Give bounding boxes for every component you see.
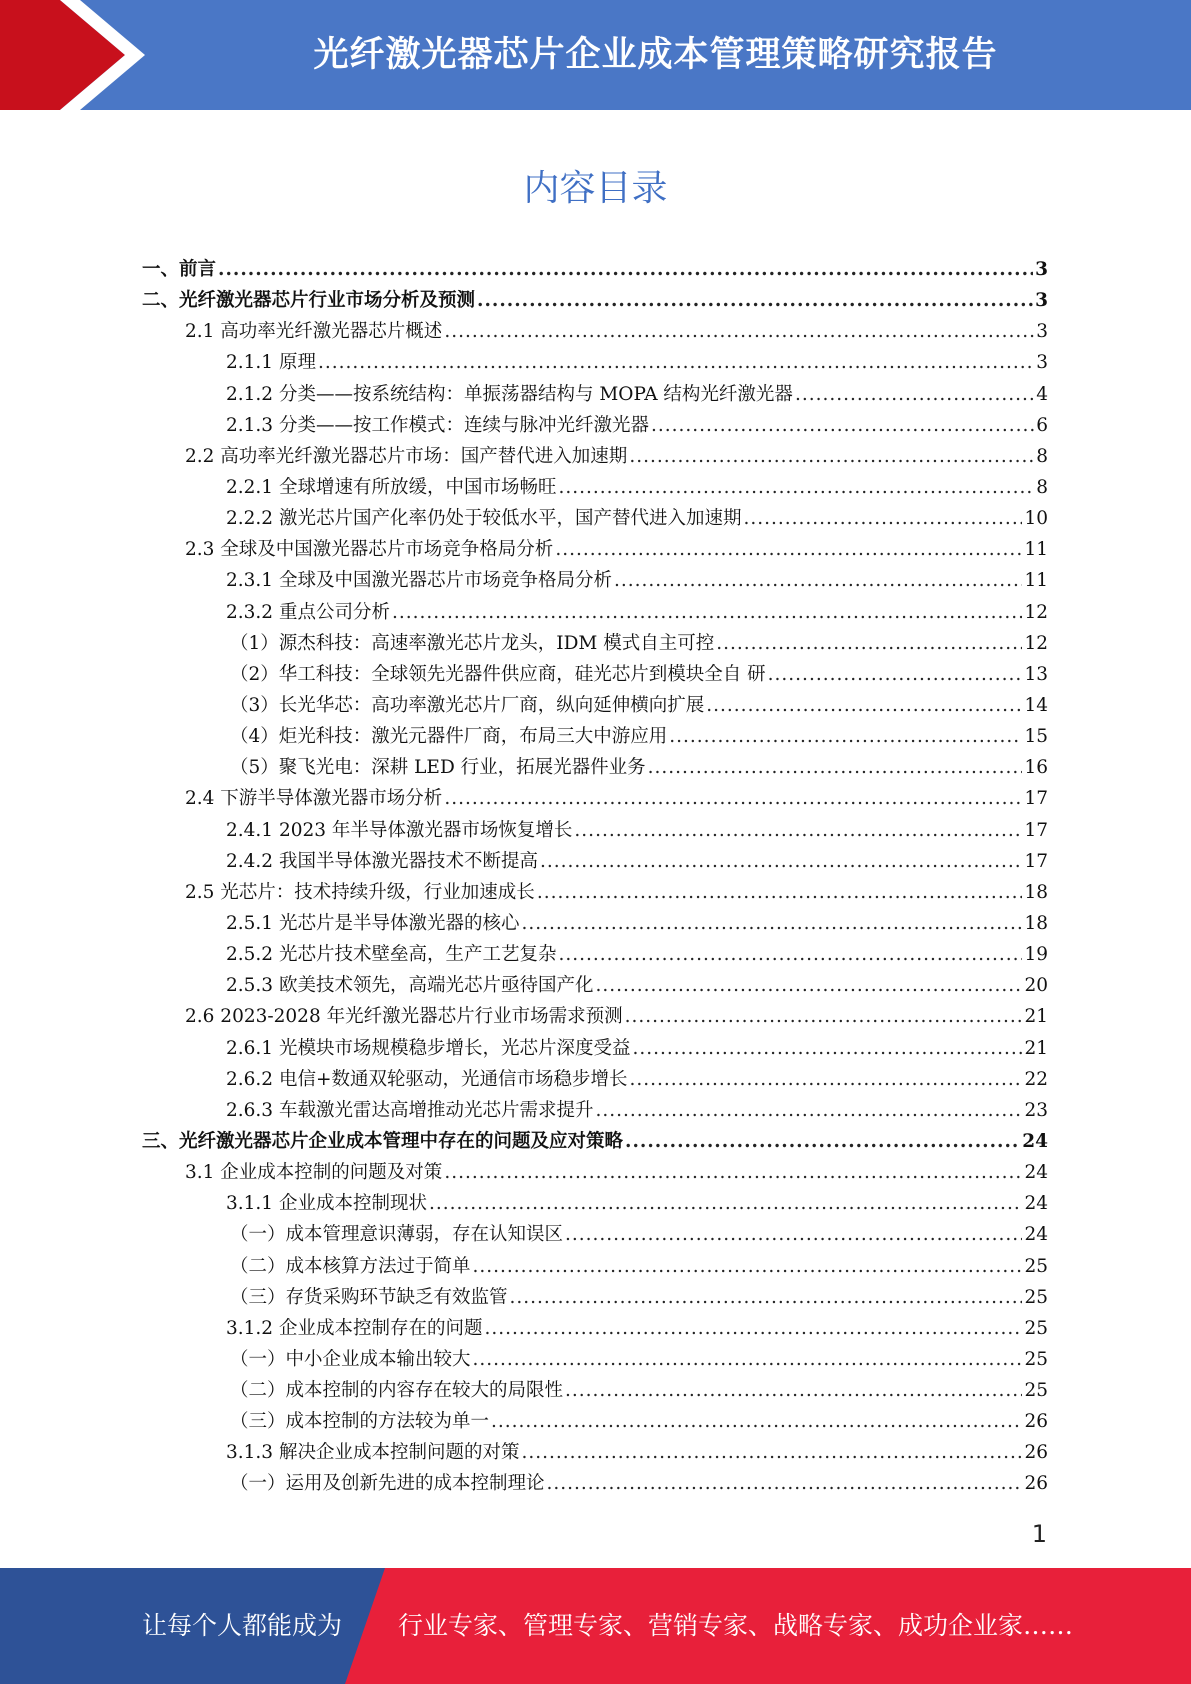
report-title: 光纤激光器芯片企业成本管理策略研究报告 — [313, 35, 998, 75]
toc-entry-title: 3.1.1 企业成本控制现状 — [226, 1193, 427, 1215]
toc-leader-dots — [491, 1406, 1022, 1437]
toc-entry-title: 2.5.3 欧美技术领先，高端光芯片亟待国产化 — [226, 975, 594, 997]
toc-entry-title: （三）成本控制的方法较为单一 — [230, 1411, 490, 1433]
toc-entry-title: 2.1.3 分类——按工作模式：连续与脉冲光纤激光器 — [226, 414, 649, 436]
toc-entry[interactable] — [142, 752, 1048, 783]
toc-entry[interactable] — [142, 1064, 1048, 1095]
toc-entry-page: 24 — [1024, 1193, 1048, 1215]
toc-entry[interactable] — [142, 1033, 1048, 1064]
toc-entry-page: 18 — [1024, 912, 1048, 934]
toc-leader-dots — [547, 1468, 1023, 1499]
toc-entry[interactable] — [142, 1251, 1048, 1282]
toc-entry-title: 3.1 企业成本控制的问题及对策 — [185, 1162, 443, 1184]
toc-entry-title: （一）中小企业成本输出较大 — [230, 1348, 471, 1370]
toc-leader-dots — [565, 1375, 1022, 1406]
toc-entry-page: 17 — [1024, 850, 1048, 872]
toc-entry-page: 15 — [1024, 726, 1048, 748]
toc-leader-dots — [429, 1188, 1022, 1219]
toc-entry-page: 19 — [1024, 944, 1048, 966]
toc-entry-title: 2.2.2 激光芯片国产化率仍处于较低水平，国产替代进入加速期 — [226, 508, 742, 530]
toc-entry[interactable] — [142, 970, 1048, 1001]
toc-leader-dots — [444, 783, 1022, 814]
toc-entry[interactable] — [142, 503, 1048, 534]
toc-entry[interactable] — [142, 379, 1048, 410]
toc-leader-dots — [218, 254, 1033, 285]
toc-entry-title: 2.4 下游半导体激光器市场分析 — [185, 788, 443, 810]
toc-entry-title: 2.3.2 重点公司分析 — [226, 601, 390, 623]
toc-entry-page: 23 — [1024, 1099, 1048, 1121]
toc-entry-page: 3 — [1035, 259, 1048, 280]
toc-entry-title: （1）源杰科技：高速率激光芯片龙头，IDM 模式自主可控 — [230, 632, 715, 654]
toc-entry-title: 2.1.2 分类——按系统结构：单振荡器结构与 MOPA 结构光纤激光器 — [226, 383, 793, 405]
toc-leader-dots — [625, 1001, 1023, 1032]
toc-leader-dots — [743, 503, 1022, 534]
toc-entry-title: 2.6 2023-2028 年光纤激光器芯片行业市场需求预测 — [185, 1006, 623, 1028]
toc-entry-page: 10 — [1024, 508, 1048, 530]
toc-leader-dots — [706, 690, 1022, 721]
toc-entry-page: 11 — [1024, 570, 1048, 592]
toc-leader-dots — [558, 939, 1022, 970]
toc-entry[interactable] — [142, 597, 1048, 628]
toc-entry-title: 2.3 全球及中国激光器芯片市场竞争格局分析 — [185, 539, 554, 561]
toc-leader-dots — [558, 472, 1034, 503]
toc-entry-title: 2.4.1 2023 年半导体激光器市场恢复增长 — [226, 819, 573, 841]
toc-leader-dots — [473, 1344, 1023, 1375]
toc-entry[interactable] — [142, 1468, 1048, 1499]
toc-entry[interactable] — [142, 690, 1048, 721]
toc-leader-dots — [651, 410, 1034, 441]
toc-entry[interactable] — [142, 815, 1048, 846]
toc-entry[interactable] — [142, 1219, 1048, 1250]
toc-leader-dots — [629, 441, 1034, 472]
toc-entry-title: （3）长光华芯：高功率激光芯片厂商，纵向延伸横向扩展 — [230, 694, 705, 716]
toc-entry-title: 2.4.2 我国半导体激光器技术不断提高 — [226, 850, 538, 872]
toc-entry-title: （二）成本核算方法过于简单 — [230, 1255, 471, 1277]
toc-entry-title: 2.5 光芯片：技术持续升级，行业加速成长 — [185, 881, 535, 903]
toc-entry[interactable] — [142, 1344, 1048, 1375]
toc-entry-title: （二）成本控制的内容存在较大的局限性 — [230, 1380, 564, 1402]
toc-entry-title: （2）华工科技：全球领先光器件供应商，硅光芯片到模块全自 研 — [230, 663, 766, 685]
toc-entry-title: 二、光纤激光器芯片行业市场分析及预测 — [142, 290, 476, 312]
toc-leader-dots — [595, 1095, 1022, 1126]
toc-entry[interactable] — [142, 1095, 1048, 1126]
toc-leader-dots — [595, 970, 1022, 1001]
toc-entry[interactable] — [142, 846, 1048, 877]
toc-leader-dots — [795, 379, 1034, 410]
page-footer — [0, 1568, 1191, 1684]
toc-entry[interactable] — [142, 1157, 1048, 1188]
toc-entry[interactable] — [142, 410, 1048, 441]
toc-entry-page: 17 — [1024, 819, 1048, 841]
toc-leader-dots — [473, 1251, 1023, 1282]
toc-leader-dots — [510, 1282, 1023, 1313]
toc-entry-page: 24 — [1024, 1224, 1048, 1246]
toc-entry-title: 一、前言 — [142, 259, 217, 280]
toc-leader-dots — [484, 1313, 1022, 1344]
toc-leader-dots — [444, 1157, 1022, 1188]
toc-entry-page: 8 — [1036, 476, 1048, 498]
toc-entry-page: 26 — [1024, 1442, 1048, 1464]
toc-entry-title: 2.6.3 车载激光雷达高增推动光芯片需求提升 — [226, 1099, 594, 1121]
toc-entry-page: 12 — [1024, 632, 1048, 654]
toc-leader-dots — [574, 815, 1022, 846]
toc-leader-dots — [537, 877, 1023, 908]
table-of-contents — [142, 254, 1048, 1500]
toc-entry-page: 26 — [1024, 1411, 1048, 1433]
toc-entry[interactable] — [142, 285, 1048, 316]
toc-leader-dots — [555, 534, 1022, 565]
toc-entry-page: 18 — [1024, 881, 1048, 903]
toc-entry-page: 24 — [1022, 1130, 1048, 1152]
toc-leader-dots — [625, 1126, 1020, 1157]
toc-entry[interactable] — [142, 1406, 1048, 1437]
toc-entry[interactable] — [142, 441, 1048, 472]
toc-entry[interactable] — [142, 565, 1048, 596]
footer-slogan-left: 让每个人都能成为 — [142, 1611, 343, 1640]
toc-entry-title: 2.5.2 光芯片技术壁垒高，生产工艺复杂 — [226, 944, 557, 966]
toc-entry[interactable] — [142, 1126, 1048, 1157]
page-number: 1 — [1031, 1520, 1047, 1548]
toc-entry-page: 16 — [1024, 757, 1048, 779]
toc-leader-dots — [629, 1064, 1022, 1095]
toc-entry[interactable] — [142, 316, 1048, 347]
toc-entry-page: 26 — [1024, 1473, 1048, 1495]
toc-entry[interactable] — [142, 472, 1048, 503]
toc-entry-page: 24 — [1024, 1162, 1048, 1184]
toc-leader-dots — [521, 908, 1022, 939]
toc-entry-page: 3 — [1036, 352, 1048, 374]
toc-entry-title: 2.1 高功率光纤激光器芯片概述 — [185, 321, 443, 343]
toc-leader-dots — [392, 597, 1022, 628]
toc-leader-dots — [540, 846, 1022, 877]
toc-entry-page: 22 — [1024, 1068, 1048, 1090]
toc-entry-title: 2.5.1 光芯片是半导体激光器的核心 — [226, 912, 520, 934]
toc-leader-dots — [716, 628, 1022, 659]
footer-slogan-right: 行业专家、管理专家、营销专家、战略专家、成功企业家…… — [398, 1611, 1074, 1640]
toc-entry[interactable] — [142, 783, 1048, 814]
toc-entry-title: （一）运用及创新先进的成本控制理论 — [230, 1473, 545, 1495]
toc-entry[interactable] — [142, 939, 1048, 970]
toc-leader-dots — [565, 1219, 1022, 1250]
toc-entry-page: 11 — [1024, 539, 1048, 561]
toc-entry-title: 2.2 高功率光纤激光器芯片市场：国产替代进入加速期 — [185, 445, 628, 467]
toc-entry[interactable] — [142, 1001, 1048, 1032]
toc-entry[interactable] — [142, 721, 1048, 752]
toc-entry-title: 2.1.1 原理 — [226, 352, 316, 374]
toc-leader-dots — [477, 285, 1033, 316]
toc-entry-page: 25 — [1024, 1317, 1048, 1339]
toc-entry[interactable] — [142, 908, 1048, 939]
toc-entry-page: 14 — [1024, 694, 1048, 716]
toc-leader-dots — [669, 721, 1022, 752]
toc-entry-page: 25 — [1024, 1380, 1048, 1402]
toc-leader-dots — [614, 565, 1022, 596]
toc-entry-title: 2.6.1 光模块市场规模稳步增长，光芯片深度受益 — [226, 1037, 631, 1059]
toc-entry-title: （一）成本管理意识薄弱，存在认知误区 — [230, 1224, 564, 1246]
toc-entry-title: 2.6.2 电信+数通双轮驱动，光通信市场稳步增长 — [226, 1068, 628, 1090]
toc-entry[interactable] — [142, 628, 1048, 659]
toc-entry-page: 8 — [1036, 445, 1048, 467]
toc-heading: 内容目录 — [523, 168, 668, 209]
toc-entry-page: 25 — [1024, 1286, 1048, 1308]
toc-entry-title: 2.2.1 全球增速有所放缓，中国市场畅旺 — [226, 476, 557, 498]
toc-entry-title: 2.3.1 全球及中国激光器芯片市场竞争格局分析 — [226, 570, 612, 592]
toc-entry[interactable] — [142, 877, 1048, 908]
toc-leader-dots — [318, 347, 1034, 378]
toc-entry-page: 17 — [1024, 788, 1048, 810]
toc-entry-page: 6 — [1036, 414, 1048, 436]
toc-entry-title: 三、光纤激光器芯片企业成本管理中存在的问题及应对策略 — [142, 1130, 624, 1152]
toc-entry[interactable] — [142, 1313, 1048, 1344]
toc-entry-page: 20 — [1024, 975, 1048, 997]
toc-entry-page: 21 — [1024, 1006, 1048, 1028]
toc-leader-dots — [521, 1437, 1022, 1468]
toc-entry-title: （三）存货采购环节缺乏有效监管 — [230, 1286, 508, 1308]
toc-leader-dots — [648, 752, 1023, 783]
toc-entry-page: 3 — [1036, 321, 1048, 343]
toc-entry[interactable] — [142, 659, 1048, 690]
toc-entry-title: 3.1.3 解决企业成本控制问题的对策 — [226, 1442, 520, 1464]
toc-entry-title: （5）聚飞光电：深耕 LED 行业，拓展光器件业务 — [230, 757, 646, 779]
toc-entry[interactable] — [142, 1282, 1048, 1313]
toc-entry[interactable] — [142, 347, 1048, 378]
toc-entry-page: 4 — [1036, 383, 1048, 405]
toc-entry-page: 21 — [1024, 1037, 1048, 1059]
toc-entry-page: 12 — [1024, 601, 1048, 623]
toc-entry[interactable] — [142, 1437, 1048, 1468]
toc-entry-page: 13 — [1024, 663, 1048, 685]
toc-entry[interactable] — [142, 534, 1048, 565]
toc-entry-page: 25 — [1024, 1348, 1048, 1370]
toc-entry[interactable] — [142, 1188, 1048, 1219]
toc-leader-dots — [444, 316, 1034, 347]
toc-leader-dots — [768, 659, 1023, 690]
toc-entry-title: 3.1.2 企业成本控制存在的问题 — [226, 1317, 483, 1339]
toc-leader-dots — [632, 1033, 1022, 1064]
toc-entry[interactable] — [142, 254, 1048, 285]
toc-entry-page: 25 — [1024, 1255, 1048, 1277]
page-header — [0, 0, 1191, 110]
toc-entry-page: 3 — [1035, 290, 1048, 312]
toc-entry[interactable] — [142, 1375, 1048, 1406]
toc-entry-title: （4）炬光科技：激光元器件厂商，布局三大中游应用 — [230, 726, 668, 748]
